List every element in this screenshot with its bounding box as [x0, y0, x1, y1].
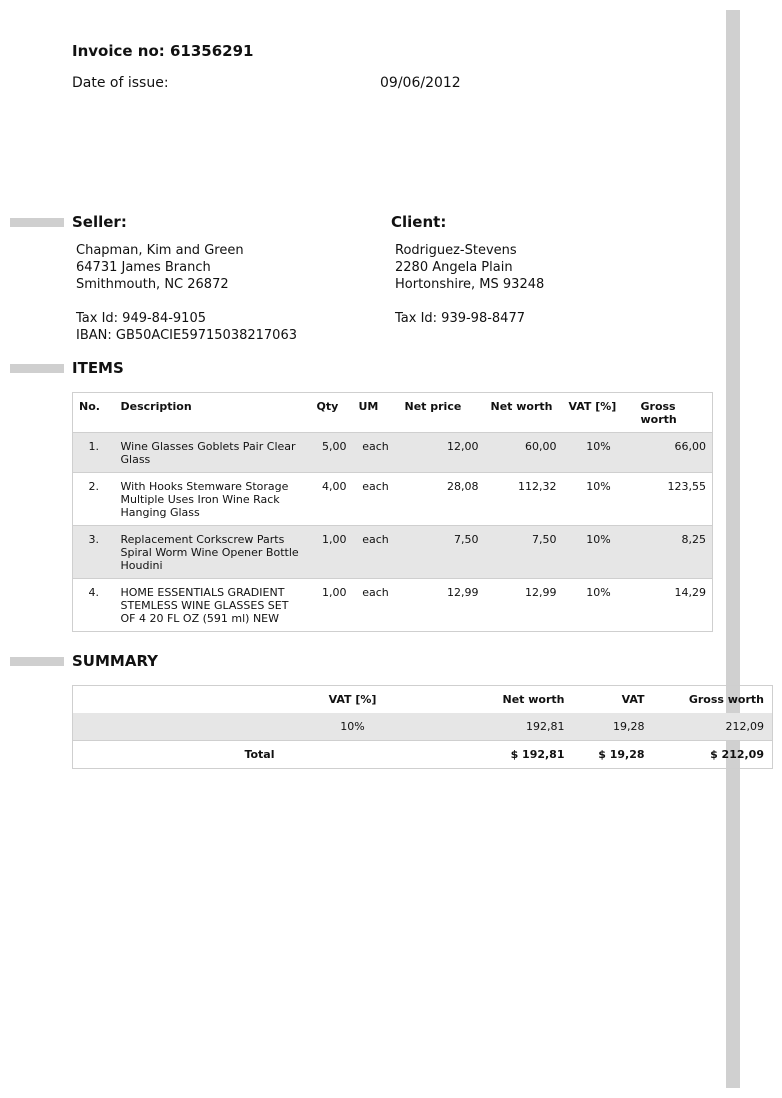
item-vat: 10%: [586, 533, 611, 546]
item-net-price: 12,00: [447, 440, 479, 453]
summary-total-vat: $ 19,28: [573, 741, 653, 769]
summary-table: [72, 685, 773, 769]
item-gross-worth: 14,29: [674, 586, 706, 599]
item-description: HOME ESSENTIALS GRADIENT STEMLESS WINE GLASSES SET OF 4 20 FL OZ (591 ml) NEW: [120, 586, 289, 625]
items-header-row: [73, 393, 713, 433]
col-header-no: No.: [79, 400, 100, 413]
client-name: Rodriguez-Stevens: [395, 243, 517, 258]
summary-net-worth: 192,81: [526, 720, 565, 733]
seller-heading: Seller:: [72, 213, 127, 231]
col-header-net-worth: Net worth: [490, 400, 553, 413]
item-description: Wine Glasses Goblets Pair Clear Glass: [120, 440, 296, 466]
item-net-worth: 112,32: [518, 480, 557, 493]
table-row: [73, 526, 713, 579]
seller-name: Chapman, Kim and Green: [76, 243, 244, 258]
item-no: 3.: [88, 533, 99, 546]
summary-section-marker: [10, 657, 64, 666]
item-vat: 10%: [586, 480, 611, 493]
seller-address-line-1: 64731 James Branch: [76, 260, 211, 275]
summary-header-row: [73, 686, 773, 714]
item-no: 4.: [88, 586, 99, 599]
seller-section-marker: [10, 218, 64, 227]
summary-header-net-worth: Net worth: [502, 693, 565, 706]
items-table: [72, 392, 713, 632]
client-address-line-1: 2280 Angela Plain: [395, 260, 513, 275]
item-gross-worth: 66,00: [674, 440, 706, 453]
item-description: With Hooks Stemware Storage Multiple Uses Iron Wine Rack Hanging Glass: [120, 480, 289, 519]
col-header-um: UM: [358, 400, 379, 413]
item-net-worth: 12,99: [525, 586, 557, 599]
client-address-line-2: Hortonshire, MS 93248: [395, 277, 545, 292]
col-header-vat: VAT [%]: [568, 400, 617, 413]
item-qty: 5,00: [322, 440, 347, 453]
col-header-net-price: Net price: [404, 400, 462, 413]
col-header-qty: Qty: [316, 400, 339, 413]
seller-tax-id: Tax Id: 949-84-9105: [76, 311, 206, 326]
client-heading: Client:: [391, 213, 447, 231]
date-of-issue-value: 09/06/2012: [380, 75, 461, 91]
col-header-description: Description: [120, 400, 192, 413]
summary-row: [73, 713, 773, 741]
summary-total-row: [73, 741, 773, 769]
client-tax-id: Tax Id: 939-98-8477: [395, 311, 525, 326]
summary-total-label: Total: [73, 741, 283, 769]
item-net-price: 28,08: [447, 480, 479, 493]
summary-heading: SUMMARY: [72, 652, 159, 670]
item-um: each: [362, 480, 389, 493]
item-um: each: [362, 533, 389, 546]
table-row: [73, 473, 713, 526]
item-no: 2.: [88, 480, 99, 493]
right-scrollbar-strip: [726, 10, 740, 1088]
item-net-worth: 7,50: [532, 533, 557, 546]
summary-header-vat: VAT: [621, 693, 645, 706]
summary-header-gross-worth: Gross worth: [688, 693, 764, 706]
items-heading: ITEMS: [72, 359, 124, 377]
summary-header-vat-pct: VAT [%]: [328, 693, 377, 706]
invoice-title: Invoice no: 61356291: [72, 42, 254, 60]
item-qty: 1,00: [322, 586, 347, 599]
item-vat: 10%: [586, 440, 611, 453]
seller-address-line-2: Smithmouth, NC 26872: [76, 277, 229, 292]
item-net-price: 12,99: [447, 586, 479, 599]
col-header-gross-worth: Gross worth: [640, 400, 677, 426]
items-section-marker: [10, 364, 64, 373]
item-description: Replacement Corkscrew Parts Spiral Worm Wine Opener Bottle Houdini: [120, 533, 299, 572]
summary-vat-pct: 10%: [340, 720, 365, 733]
summary-total-net-worth: $ 192,81: [423, 741, 573, 769]
item-um: each: [362, 440, 389, 453]
client-details: [395, 242, 544, 327]
item-qty: 4,00: [322, 480, 347, 493]
seller-details: [76, 242, 297, 344]
item-qty: 1,00: [322, 533, 347, 546]
summary-total-gross-worth: $ 212,09: [653, 741, 773, 769]
date-of-issue-label: Date of issue:: [72, 75, 169, 91]
table-row: [73, 433, 713, 473]
item-no: 1.: [88, 440, 99, 453]
item-um: each: [362, 586, 389, 599]
seller-iban: IBAN: GB50ACIE59715038217063: [76, 328, 297, 343]
item-gross-worth: 123,55: [667, 480, 706, 493]
table-row: [73, 579, 713, 632]
summary-gross-worth: 212,09: [725, 720, 764, 733]
item-gross-worth: 8,25: [681, 533, 706, 546]
item-vat: 10%: [586, 586, 611, 599]
summary-vat: 19,28: [613, 720, 645, 733]
item-net-price: 7,50: [454, 533, 479, 546]
item-net-worth: 60,00: [525, 440, 557, 453]
